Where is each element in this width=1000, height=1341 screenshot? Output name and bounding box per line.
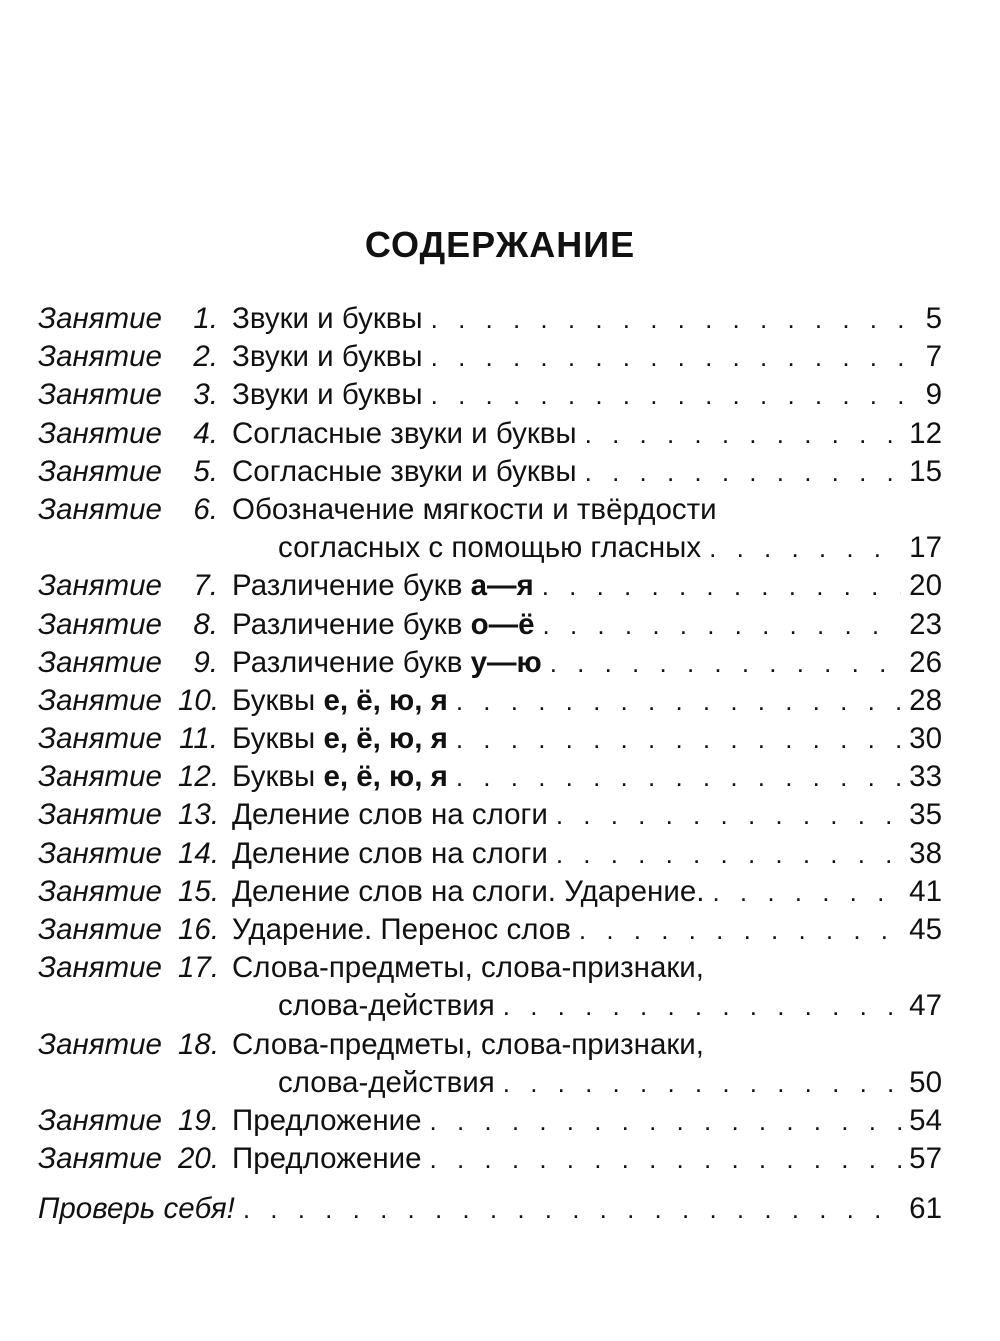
lesson-label [38, 300, 218, 338]
dot-leader [550, 644, 901, 682]
lesson-label [38, 911, 218, 949]
page-number: 33 [909, 760, 942, 794]
page-title: СОДЕРЖАНИЕ [364, 224, 636, 265]
dot-leader [712, 873, 901, 911]
dot-leader [503, 1064, 901, 1102]
page-number: 30 [909, 722, 942, 756]
lesson-title-text: Обозначение мягкости и твёрдости [232, 492, 717, 526]
toc-entry-continuation [38, 529, 942, 567]
lesson-title [232, 835, 548, 873]
lesson-number: 14. [178, 836, 220, 870]
lesson-title [232, 606, 535, 644]
dot-leader [556, 835, 901, 873]
lesson-number: 11. [179, 722, 218, 756]
lesson-number: 17. [178, 951, 220, 985]
lesson-label [38, 415, 218, 453]
lesson-title-text: Согласные звуки и буквы [232, 454, 577, 488]
lesson-label [38, 606, 218, 644]
lesson-title-text: Различение букв [232, 645, 471, 679]
page-number: 20 [909, 569, 942, 603]
lesson-title-continued: слова-действия [278, 1065, 495, 1099]
lesson-title-text: Согласные звуки и буквы [232, 416, 577, 450]
lesson-word: Занятие [38, 722, 162, 756]
lesson-title-text: Деление слов на слоги [232, 836, 548, 870]
lesson-word: Занятие [38, 1142, 162, 1176]
lesson-title-text: Предложение [232, 1103, 422, 1137]
lesson-title [232, 491, 717, 529]
page-number: 54 [909, 1103, 942, 1137]
lesson-title [232, 720, 448, 758]
dot-leader [430, 1102, 902, 1140]
page-number: 47 [909, 989, 942, 1023]
lesson-title-bold: е, ё, ю, я [323, 722, 448, 756]
toc-entry-continuation [38, 987, 942, 1025]
lesson-title [232, 338, 423, 376]
lesson-title-text: Слова-предметы, слова-признаки, [232, 951, 704, 985]
toc-entry [38, 606, 942, 644]
lesson-title-bold: е, ё, ю, я [323, 760, 448, 794]
lesson-title-bold: у—ю [470, 645, 542, 679]
page-number: 23 [909, 607, 942, 641]
lesson-word: Занятие [38, 913, 162, 946]
dot-leader [585, 415, 902, 453]
lesson-label [38, 682, 218, 720]
table-of-contents [38, 300, 942, 1229]
toc-entry [38, 491, 942, 529]
page-number: 26 [909, 645, 942, 679]
dot-leader [579, 911, 901, 949]
lesson-number: 1. [193, 302, 218, 335]
lesson-number: 8. [193, 607, 218, 641]
dot-leader [456, 682, 901, 720]
toc-entry [38, 567, 942, 605]
lesson-label [38, 1026, 218, 1064]
lesson-title-continued: слова-действия [278, 989, 495, 1023]
lesson-title-text: Различение букв [232, 607, 471, 641]
page-number: 17 [909, 531, 942, 565]
dot-leader [430, 1140, 902, 1178]
lesson-label [38, 949, 218, 987]
lesson-label [38, 796, 218, 834]
lesson-word: Занятие [38, 798, 162, 832]
lesson-title-text: Буквы [232, 760, 324, 794]
lesson-title [232, 682, 448, 720]
page-number: 15 [909, 454, 942, 488]
page-number: 12 [909, 416, 942, 450]
dot-leader [709, 529, 901, 567]
page-number: 7 [925, 340, 942, 374]
lesson-title-text: Буквы [232, 722, 324, 756]
lesson-title [232, 873, 704, 911]
lesson-word: Занятие [38, 645, 162, 679]
lesson-number: 15. [178, 874, 220, 908]
dot-leader [556, 796, 901, 834]
toc-entry [38, 911, 942, 949]
lesson-label [38, 338, 218, 376]
lesson-label [38, 720, 218, 758]
lesson-number: 4. [193, 416, 218, 450]
lesson-label [38, 376, 218, 414]
toc-entry [38, 835, 942, 873]
lesson-number: 7. [193, 569, 218, 603]
lesson-title-text: Буквы [232, 683, 324, 717]
page-number: 57 [909, 1142, 942, 1176]
page-number: 28 [909, 683, 942, 717]
lesson-title-bold: а—я [470, 569, 534, 603]
lesson-number: 6. [193, 492, 218, 526]
dot-leader [543, 606, 902, 644]
lesson-title [232, 796, 548, 834]
toc-entry [38, 1140, 942, 1178]
lesson-title-text: Звуки и буквы [232, 340, 423, 374]
lesson-word: Занятие [38, 302, 162, 335]
lesson-label [38, 453, 218, 491]
page-number: 35 [909, 798, 942, 832]
lesson-word: Занятие [38, 874, 162, 908]
lesson-number: 16. [178, 913, 220, 946]
lesson-label [38, 1102, 218, 1140]
lesson-word: Занятие [38, 1103, 162, 1137]
lesson-word: Занятие [38, 492, 162, 526]
page-number: 61 [909, 1192, 942, 1226]
lesson-title [232, 300, 423, 338]
dot-leader [503, 987, 901, 1025]
lesson-title-continued: согласных с помощью гласных [278, 531, 702, 565]
lesson-number: 20. [178, 1142, 220, 1176]
lesson-word: Занятие [38, 951, 162, 985]
toc-entry [38, 644, 942, 682]
lesson-word: Занятие [38, 760, 162, 794]
lesson-label [38, 567, 218, 605]
lesson-title-text: Звуки и буквы [232, 378, 423, 412]
lesson-title [232, 376, 423, 414]
lesson-label [38, 644, 218, 682]
toc-entry [38, 949, 942, 987]
lesson-title-text: Деление слов на слоги [232, 798, 548, 832]
dot-leader [456, 720, 901, 758]
lesson-title-text: Предложение [232, 1142, 422, 1176]
toc-entry [38, 300, 942, 338]
dot-leader [585, 453, 902, 491]
toc-entry [38, 796, 942, 834]
lesson-label [38, 1140, 218, 1178]
lesson-title-text: Деление слов на слоги. Ударение. [232, 874, 705, 908]
dot-leader [431, 338, 918, 376]
lesson-title-text: Различение букв [232, 569, 471, 603]
lesson-number: 3. [193, 378, 218, 412]
toc-entry-continuation [38, 1064, 942, 1102]
toc-entry [38, 1102, 942, 1140]
lesson-title [232, 415, 577, 453]
toc-entry [38, 720, 942, 758]
lesson-word: Занятие [38, 378, 162, 412]
lesson-title [232, 911, 571, 949]
toc-entry [38, 873, 942, 911]
lesson-title [232, 453, 577, 491]
lesson-title [232, 1026, 704, 1064]
page-number: 9 [925, 378, 942, 412]
lesson-title [232, 567, 534, 605]
page-number: 5 [925, 302, 942, 335]
lesson-label [38, 873, 218, 911]
page-number: 41 [909, 874, 942, 908]
lesson-word: Занятие [38, 340, 162, 374]
lesson-word: Занятие [38, 569, 162, 603]
page-number: 45 [909, 913, 942, 946]
toc-entry-final [38, 1190, 942, 1228]
lesson-number: 10. [178, 683, 220, 717]
lesson-number: 5. [193, 454, 218, 488]
lesson-title-text: Слова-предметы, слова-признаки, [232, 1027, 704, 1061]
lesson-title [232, 1102, 422, 1140]
lesson-title [232, 949, 704, 987]
lesson-title-bold: о—ё [470, 607, 535, 641]
lesson-word: Занятие [38, 607, 162, 641]
dot-leader [542, 567, 901, 605]
lesson-number: 9. [193, 645, 218, 679]
dot-leader [431, 300, 918, 338]
lesson-title-bold: е, ё, ю, я [323, 683, 448, 717]
toc-entry [38, 758, 942, 796]
toc-entry [38, 682, 942, 720]
dot-leader [456, 758, 901, 796]
lesson-word: Занятие [38, 416, 162, 450]
lesson-label [38, 758, 218, 796]
lesson-label [38, 835, 218, 873]
lesson-label [38, 491, 218, 529]
toc-entry [38, 415, 942, 453]
lesson-number: 13. [178, 798, 220, 832]
lesson-number: 19. [178, 1103, 220, 1137]
toc-entry [38, 1026, 942, 1064]
lesson-title-text: Ударение. Перенос слов [232, 913, 571, 946]
lesson-title [232, 758, 448, 796]
lesson-title-text: Звуки и буквы [232, 302, 423, 335]
dot-leader [431, 376, 918, 414]
page-number: 38 [909, 836, 942, 870]
lesson-word: Занятие [38, 454, 162, 488]
page-number: 50 [909, 1065, 942, 1099]
lesson-number: 18. [178, 1027, 220, 1061]
lesson-word: Занятие [38, 683, 162, 717]
lesson-title [232, 1140, 422, 1178]
lesson-word: Занятие [38, 1027, 162, 1061]
toc-entry [38, 453, 942, 491]
toc-entry [38, 338, 942, 376]
lesson-number: 12. [178, 760, 220, 794]
dot-leader [243, 1190, 901, 1228]
toc-entry [38, 376, 942, 414]
lesson-word: Занятие [38, 836, 162, 870]
self-check-label: Проверь себя! [38, 1192, 235, 1226]
lesson-title [232, 644, 542, 682]
lesson-number: 2. [193, 340, 218, 374]
